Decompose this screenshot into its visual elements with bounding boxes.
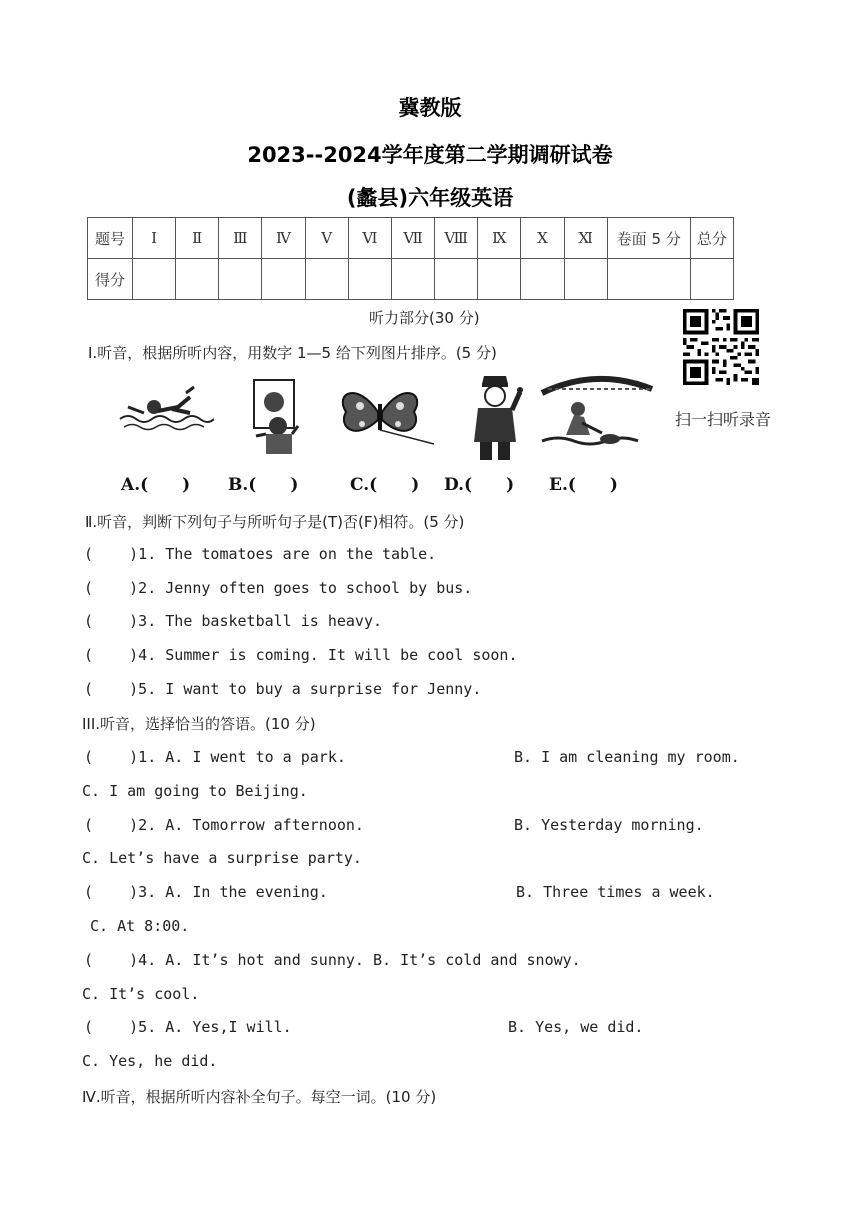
score-table-score-row	[88, 259, 734, 300]
score-col-10: Ⅹ	[521, 218, 564, 259]
q2-option-b[interactable]: B. Yesterday morning.	[514, 816, 704, 834]
score-blank[interactable]	[607, 259, 690, 300]
police-officer-picture-icon	[468, 374, 524, 462]
score-blank[interactable]	[690, 259, 733, 300]
q5-option-a[interactable]: ( )5. A. Yes,I will.	[84, 1018, 292, 1036]
q2-option-c[interactable]: C. Let’s have a surprise party.	[82, 849, 362, 867]
listening-header: 听力部分(30 分)	[369, 309, 480, 327]
section2-instruction: Ⅱ.听音，判断下列句子与所听句子是(T)否(F)相符。(5 分)	[85, 513, 465, 531]
picture-option-d[interactable]: D.( )	[444, 475, 515, 495]
score-blank[interactable]	[478, 259, 521, 300]
section2-item[interactable]: ( )2. Jenny often goes to school by bus.	[84, 579, 473, 597]
score-table-header-row	[88, 218, 734, 259]
boy-mirror-picture-icon	[248, 378, 300, 456]
score-col-8: Ⅷ	[435, 218, 478, 259]
section3-instruction: III.听音，选择恰当的答语。(10 分)	[82, 715, 316, 733]
section2-item[interactable]: ( )4. Summer is coming. It will be cool soon.	[84, 646, 518, 664]
score-col-4: Ⅳ	[262, 218, 305, 259]
picture-option-c[interactable]: C.( )	[350, 475, 420, 495]
q1-option-a[interactable]: ( )1. A. I went to a park.	[84, 748, 346, 766]
q3-option-c[interactable]: C. At 8:00.	[90, 917, 190, 935]
butterfly-kite-picture-icon	[338, 386, 436, 448]
planting-picture-icon	[538, 375, 656, 455]
score-col-6: Ⅵ	[348, 218, 391, 259]
picture-option-b[interactable]: B.( )	[228, 475, 299, 495]
section4-instruction: Ⅳ.听音，根据所听内容补全句子。每空一词。(10 分)	[82, 1088, 437, 1106]
score-col-total: 总分	[690, 218, 733, 259]
score-col-1: Ⅰ	[133, 218, 176, 259]
score-row-label: 得分	[88, 259, 133, 300]
section2-item[interactable]: ( )3. The basketball is heavy.	[84, 612, 383, 630]
q5-option-b[interactable]: B. Yes, we did.	[508, 1018, 644, 1036]
score-cell-label: 题号	[88, 218, 133, 259]
section2-item[interactable]: ( )1. The tomatoes are on the table.	[84, 545, 437, 563]
q4-options-ab[interactable]: ( )4. A. It’s hot and sunny. B. It’s cold and snowy.	[84, 951, 581, 969]
score-col-handwriting: 卷面 5 分	[607, 218, 690, 259]
score-blank[interactable]	[176, 259, 219, 300]
q2-option-a[interactable]: ( )2. A. Tomorrow afternoon.	[84, 816, 364, 834]
picture-option-e[interactable]: E.( )	[549, 475, 618, 495]
exam-subtitle: (蠡县)六年级英语	[346, 186, 514, 210]
score-blank[interactable]	[348, 259, 391, 300]
q3-option-a[interactable]: ( )3. A. In the evening.	[84, 883, 328, 901]
score-col-5: Ⅴ	[305, 218, 348, 259]
score-blank[interactable]	[435, 259, 478, 300]
score-col-2: Ⅱ	[176, 218, 219, 259]
section2-item[interactable]: ( )5. I want to buy a surprise for Jenny.	[84, 680, 482, 698]
section1-instruction: Ⅰ.听音，根据所听内容，用数字 1—5 给下列图片排序。(5 分)	[88, 344, 497, 362]
score-col-3: Ⅲ	[219, 218, 262, 259]
qr-caption: 扫一扫听录音	[675, 410, 772, 429]
picture-option-a[interactable]: A.( )	[121, 475, 191, 495]
score-col-7: Ⅶ	[391, 218, 434, 259]
score-blank[interactable]	[391, 259, 434, 300]
score-blank[interactable]	[133, 259, 176, 300]
publisher-title: 冀教版	[398, 96, 462, 120]
exam-title: 2023--2024学年度第二学期调研试卷	[247, 143, 613, 167]
score-blank[interactable]	[564, 259, 607, 300]
q1-option-c[interactable]: C. I am going to Beijing.	[82, 782, 308, 800]
qr-code-icon[interactable]	[683, 308, 759, 386]
swimmer-picture-icon	[118, 383, 214, 439]
q1-option-b[interactable]: B. I am cleaning my room.	[514, 748, 740, 766]
score-blank[interactable]	[521, 259, 564, 300]
score-blank[interactable]	[219, 259, 262, 300]
score-col-11: Ⅺ	[564, 218, 607, 259]
score-table	[87, 217, 734, 300]
score-blank[interactable]	[262, 259, 305, 300]
score-col-9: Ⅸ	[478, 218, 521, 259]
q5-option-c[interactable]: C. Yes, he did.	[82, 1052, 218, 1070]
q3-option-b[interactable]: B. Three times a week.	[516, 883, 715, 901]
score-blank[interactable]	[305, 259, 348, 300]
q4-option-c[interactable]: C. It’s cool.	[82, 985, 200, 1003]
